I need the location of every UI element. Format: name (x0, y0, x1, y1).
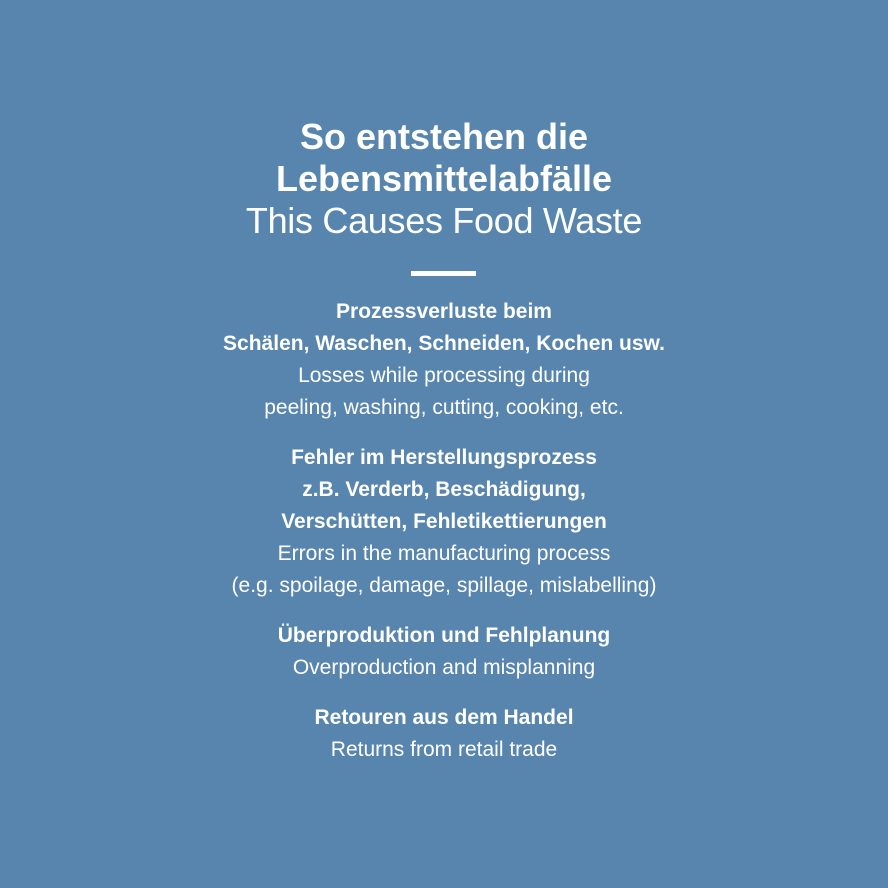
cause-german-line: Überproduktion und Fehlplanung (277, 624, 611, 647)
cause-german (0, 296, 888, 360)
cause-english-line: Overproduction and misplanning (292, 656, 596, 679)
cause-german-line: Schälen, Waschen, Schneiden, Kochen usw. (223, 332, 665, 355)
cause-english (0, 652, 888, 684)
cause-german-line: Retouren aus dem Handel (314, 706, 574, 729)
causes-list (0, 296, 888, 784)
cause-english-line: Losses while processing during (298, 364, 590, 387)
cause-english (0, 360, 888, 424)
cause-german-line: Verschütten, Fehletikettierungen (281, 510, 607, 533)
title-german-line-1: So entstehen die (299, 116, 589, 157)
cause-english-line: peeling, washing, cutting, cooking, etc. (264, 396, 624, 419)
cause-english-line: Errors in the manufacturing process (277, 542, 611, 565)
title-german (0, 116, 888, 200)
cause-english (0, 538, 888, 602)
cause-english (0, 734, 888, 766)
cause-german-line: z.B. Verderb, Beschädigung, (302, 478, 586, 501)
title-divider (411, 271, 476, 276)
cause-item-processing-losses (0, 296, 888, 424)
title-english: This Causes Food Waste (245, 200, 643, 241)
cause-english-line: Returns from retail trade (330, 738, 558, 761)
cause-german-line: Fehler im Herstellungsprozess (291, 446, 597, 469)
cause-german (0, 702, 888, 734)
cause-german (0, 620, 888, 652)
title-german-line-2: Lebensmittelabfälle (275, 158, 613, 199)
title-block (0, 116, 888, 242)
cause-item-manufacturing-errors (0, 442, 888, 602)
cause-german (0, 442, 888, 538)
cause-english-line: (e.g. spoilage, damage, spillage, mislabelling) (231, 574, 657, 597)
cause-german-line: Prozessverluste beim (336, 300, 552, 323)
cause-item-overproduction (0, 620, 888, 684)
cause-item-retail-returns (0, 702, 888, 766)
